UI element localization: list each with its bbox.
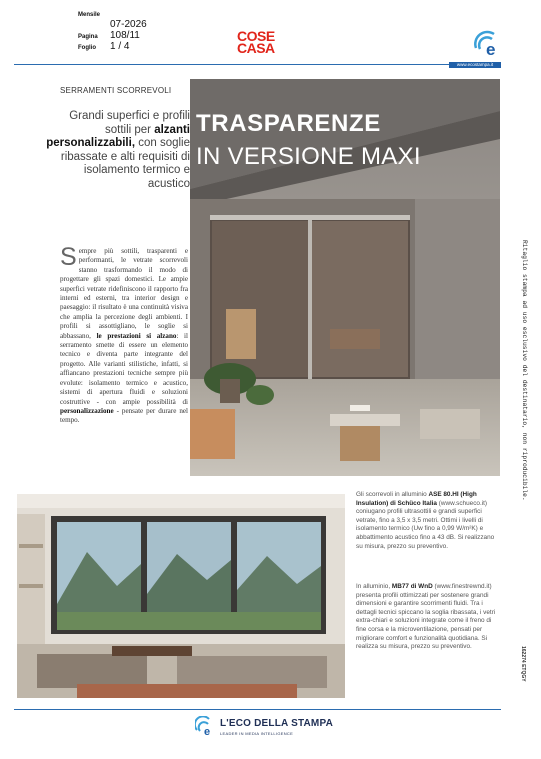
caption-2-product: MB77 di WnD: [391, 583, 433, 590]
body-highlight-2: personalizzazione: [60, 406, 114, 415]
header-rule: [14, 64, 501, 65]
body-highlight-1: le prestazioni si alzano: [96, 331, 177, 340]
drop-cap: S: [60, 243, 77, 271]
body-part-2: : il serramento smette di essere un elemento tecnico e diventa parte integrante del progetto. Alle varianti stilistiche, infatti, si affiancano prestazioni tecniche sempre più evolute: isolamento termico e acustico, sistemi di apertura fluidi e soluzioni costruttive - con ampie possibilità di: [60, 331, 188, 406]
issue-date: 07-2026: [110, 19, 147, 30]
footer-tagline: LEADER IN MEDIA INTELLIGENCE: [220, 731, 294, 736]
deck-text-2: con soglie ribassate e alti requisiti di isolamento termico e acustico: [60, 137, 190, 190]
svg-text:e: e: [204, 726, 211, 736]
body-part-1: empre più sottili, trasparenti e performanti, le vetrate scorrevoli stanno trasformando il modo di progettare gli spazi domestici. Le ampie superfici vetrate ridefiniscono il rapporto fra interni ed esterni, tra interior design e paesaggio: il risultato è una continuità visiva che amplia la percezione degli ambienti. I profili si assottigliano, le soglie si abbassano,: [60, 247, 188, 340]
sheet-label: Foglio: [78, 45, 96, 51]
caption-1-product: ASE 80.HI (High Insulation) di Schüco Italia: [356, 491, 477, 507]
deck-text-1: Grandi superfici e profili sottili per: [69, 110, 190, 136]
eco-stampa-icon: [472, 28, 502, 58]
page-label: Pagina: [78, 34, 98, 40]
hero-photo-interior: [190, 79, 500, 476]
caption-2-text-1: In alluminio,: [356, 583, 392, 590]
footer-rule: [14, 709, 501, 710]
caption-wnd: [356, 583, 498, 652]
caption-1-text-1: Gli scorrevoli in alluminio: [356, 491, 429, 498]
frequency-label: Mensile: [78, 12, 101, 18]
eco-della-stampa-icon: [195, 716, 215, 736]
footer-brand-name: L'ECO DELLA STAMPA: [220, 718, 334, 729]
section-label: SERRAMENTI SCORREVOLI: [60, 86, 172, 95]
article-title-line-1: TRASPARENZE: [196, 110, 381, 137]
website-link[interactable]: www.ecostampa.it: [449, 62, 501, 68]
deck-highlight: alzanti personalizzabili,: [46, 123, 190, 149]
logo-line-1: COSE: [237, 28, 275, 44]
body-part-3: - pensate per durare nel tempo.: [60, 406, 188, 425]
logo-line-2: CASA: [237, 40, 275, 56]
clipping-code: 162274 ETQGY: [520, 646, 526, 682]
caption-1-text-2: (www.schueco.it) coniugano profili ultrasottili e grandi superfici vetrate, fino a 3,5 x 3,5 metri. Ottimi i livelli di isolamento termico (Uw fino a 0,99 W/m²K) e abbattimento acustico fino a 43 dB. Si realizzano su misura, prezzo su preventivo.: [356, 499, 495, 550]
clipping-meta: [78, 12, 147, 53]
article-title-line-2: IN VERSIONE MAXI: [196, 143, 421, 170]
article-body: [60, 243, 188, 426]
sheet-value: 1 / 4: [110, 41, 130, 52]
caption-schueco: [356, 491, 498, 551]
reproduction-notice: Ritaglio stampa ad uso esclusivo del destinatario, non riproducibile.: [521, 240, 528, 501]
cose-casa-logo: [237, 30, 275, 54]
caption-2-text-2: (www.finestrewnd.it) presenta profili ottimizzati per sostenere grandi dimensioni e garantire scorrimenti fluidi. Tra i dettagli tecnici spiccano la soglia ribassata, i vetri extra-chiari e soluzioni integrate come il freno di fine corsa e la microventilazione, pensati per migliorare comfort e funzionalità quotidiana. Si realizza su misura, prezzo su preventivo.: [356, 583, 496, 651]
living-room-photo: [17, 494, 345, 698]
page-value: 108/11: [110, 30, 140, 41]
svg-text:e: e: [486, 40, 496, 58]
article-deck: [40, 110, 190, 191]
